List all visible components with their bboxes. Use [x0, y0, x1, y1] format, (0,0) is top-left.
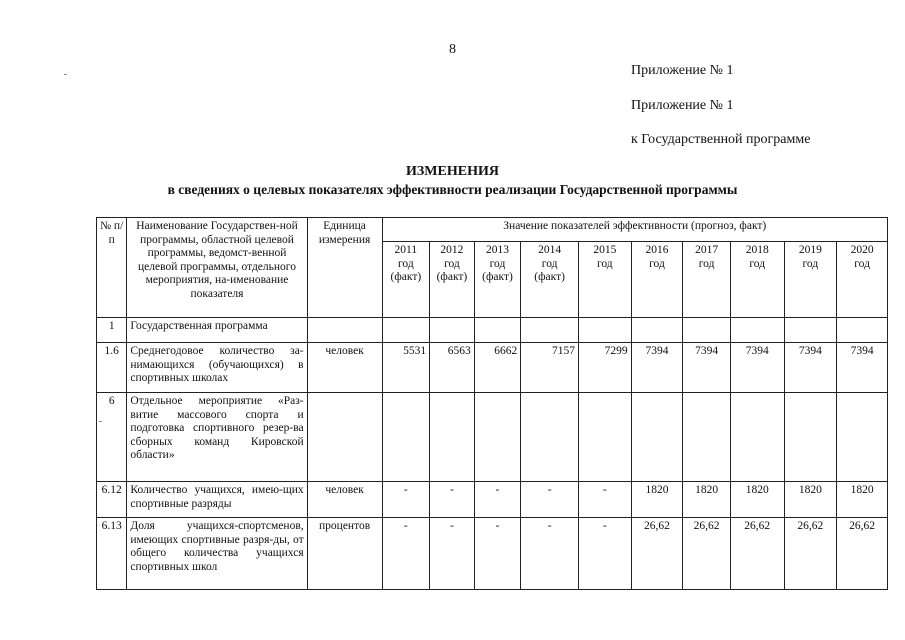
row-value [578, 393, 631, 482]
header-values: Значение показателей эффективности (прогноз, факт) [382, 218, 887, 242]
year-header-2014 [521, 242, 579, 318]
year-header-unit: год [802, 257, 819, 270]
row-value: - [521, 518, 579, 590]
year-header-year: 2020 [850, 244, 874, 256]
row-value [382, 393, 430, 482]
appendix-line-2: Приложение № 1 [631, 98, 734, 113]
row-value: 7394 [730, 343, 784, 393]
row-value [521, 318, 579, 343]
year-header-2020 [837, 242, 888, 318]
table-row [97, 482, 888, 518]
row-value: 6563 [430, 343, 475, 393]
year-header-2017 [683, 242, 731, 318]
row-unit [307, 393, 382, 482]
page-number: 8 [449, 42, 456, 57]
row-value: 26,62 [631, 518, 683, 590]
row-value: 7394 [837, 343, 888, 393]
year-header-year: 2013 [485, 244, 509, 256]
table-row [97, 518, 888, 590]
row-value: - [430, 482, 475, 518]
row-value [631, 318, 683, 343]
row-value: 26,62 [837, 518, 888, 590]
appendix-line-1: Приложение № 1 [631, 63, 734, 78]
row-value: 26,62 [784, 518, 837, 590]
row-value [430, 318, 475, 343]
year-header-year: 2017 [695, 244, 719, 256]
document-subtitle: в сведениях о целевых показателях эффективности реализации Государственной программы [167, 182, 738, 197]
row-value [578, 318, 631, 343]
row-value: 7394 [631, 343, 683, 393]
row-value: 26,62 [730, 518, 784, 590]
table-row [97, 393, 888, 482]
row-name: Государственная программа [127, 318, 307, 343]
row-value: 7394 [683, 343, 731, 393]
year-header-unit: год [749, 257, 766, 270]
year-header-unit: год [489, 257, 506, 270]
year-header-2012 [430, 242, 475, 318]
row-value [784, 393, 837, 482]
year-header-unit: год [444, 257, 460, 270]
row-num: 6.13 [97, 518, 127, 590]
row-value [631, 393, 683, 482]
row-value: 1820 [631, 482, 683, 518]
row-value: 1820 [683, 482, 731, 518]
row-value: 5531 [382, 343, 430, 393]
header-num: № п/п [97, 218, 127, 318]
year-header-2016 [631, 242, 683, 318]
row-value: 7157 [521, 343, 579, 393]
row-num: 1.6 [97, 343, 127, 393]
row-num: 6 [97, 393, 127, 482]
table-row [97, 318, 888, 343]
year-header-2015 [578, 242, 631, 318]
year-header-year: 2018 [745, 244, 769, 256]
header-name: Наименование Государствен-ной программы, областной целевой программы, ведомст-венной целевой программы, отдельного мероприятия, на-именование показателя [127, 218, 307, 318]
table-row [97, 343, 888, 393]
year-header-year: 2015 [593, 244, 617, 256]
row-value: 1820 [784, 482, 837, 518]
row-value: - [382, 518, 430, 590]
scan-mark [64, 74, 67, 75]
row-value: 1820 [837, 482, 888, 518]
row-value [430, 393, 475, 482]
row-value: 6662 [474, 343, 521, 393]
year-header-year: 2012 [440, 244, 464, 256]
row-value: - [521, 482, 579, 518]
table-body [97, 318, 888, 590]
row-value [730, 318, 784, 343]
scan-mark [99, 421, 102, 422]
year-header-unit: год [596, 257, 613, 270]
row-value [474, 393, 521, 482]
row-value [837, 393, 888, 482]
row-num: 1 [97, 318, 127, 343]
row-value: - [474, 518, 521, 590]
year-header-note: (факт) [390, 271, 422, 283]
row-unit [307, 318, 382, 343]
row-value: 1820 [730, 482, 784, 518]
row-value: 26,62 [683, 518, 731, 590]
year-header-year: 2016 [645, 244, 669, 256]
row-value: - [578, 482, 631, 518]
row-value [683, 318, 731, 343]
year-header-year: 2014 [538, 244, 562, 256]
year-header-2019 [784, 242, 837, 318]
year-header-unit: год [698, 257, 715, 270]
row-value [474, 318, 521, 343]
row-value: 7394 [784, 343, 837, 393]
year-header-unit: год [397, 257, 414, 270]
row-num: 6.12 [97, 482, 127, 518]
row-value [683, 393, 731, 482]
year-header-note: (факт) [436, 271, 468, 283]
year-header-unit: год [541, 257, 558, 270]
year-header-year: 2019 [798, 244, 822, 256]
row-value [784, 318, 837, 343]
indicators-table [96, 217, 888, 590]
row-value: - [430, 518, 475, 590]
header-unit: Единица измерения [307, 218, 382, 318]
year-header-note: (факт) [482, 271, 513, 283]
row-value [382, 318, 430, 343]
year-header-unit: год [649, 257, 665, 270]
row-name: Количество учащихся, имею-щих спортивные разряды [127, 482, 307, 518]
row-unit: человек [307, 343, 382, 393]
year-header-2018 [730, 242, 784, 318]
row-value [730, 393, 784, 482]
row-name: Отдельное мероприятие «Раз-витие массового спорта и подготовка спортивного резер-ва сборных команд Кировской области» [127, 393, 307, 482]
year-header-unit: год [854, 257, 870, 270]
row-value [837, 318, 888, 343]
document-title: ИЗМЕНЕНИЯ [406, 164, 499, 179]
year-header-year: 2011 [394, 244, 418, 256]
row-value: - [578, 518, 631, 590]
row-value: 7299 [578, 343, 631, 393]
row-value [521, 393, 579, 482]
row-unit: процентов [307, 518, 382, 590]
row-value: - [382, 482, 430, 518]
row-value: - [474, 482, 521, 518]
year-header-2011 [382, 242, 430, 318]
year-header-2013 [474, 242, 521, 318]
row-name: Доля учащихся-спортсменов, имеющих спортивные разря-ды, от общего количества учащихся спортивных школ [127, 518, 307, 590]
row-unit: человек [307, 482, 382, 518]
row-name: Среднегодовое количество за-нимающихся (обучающихся) в спортивных школах [127, 343, 307, 393]
year-header-note: (факт) [534, 271, 565, 283]
appendix-line-3: к Государственной программе [631, 132, 811, 147]
